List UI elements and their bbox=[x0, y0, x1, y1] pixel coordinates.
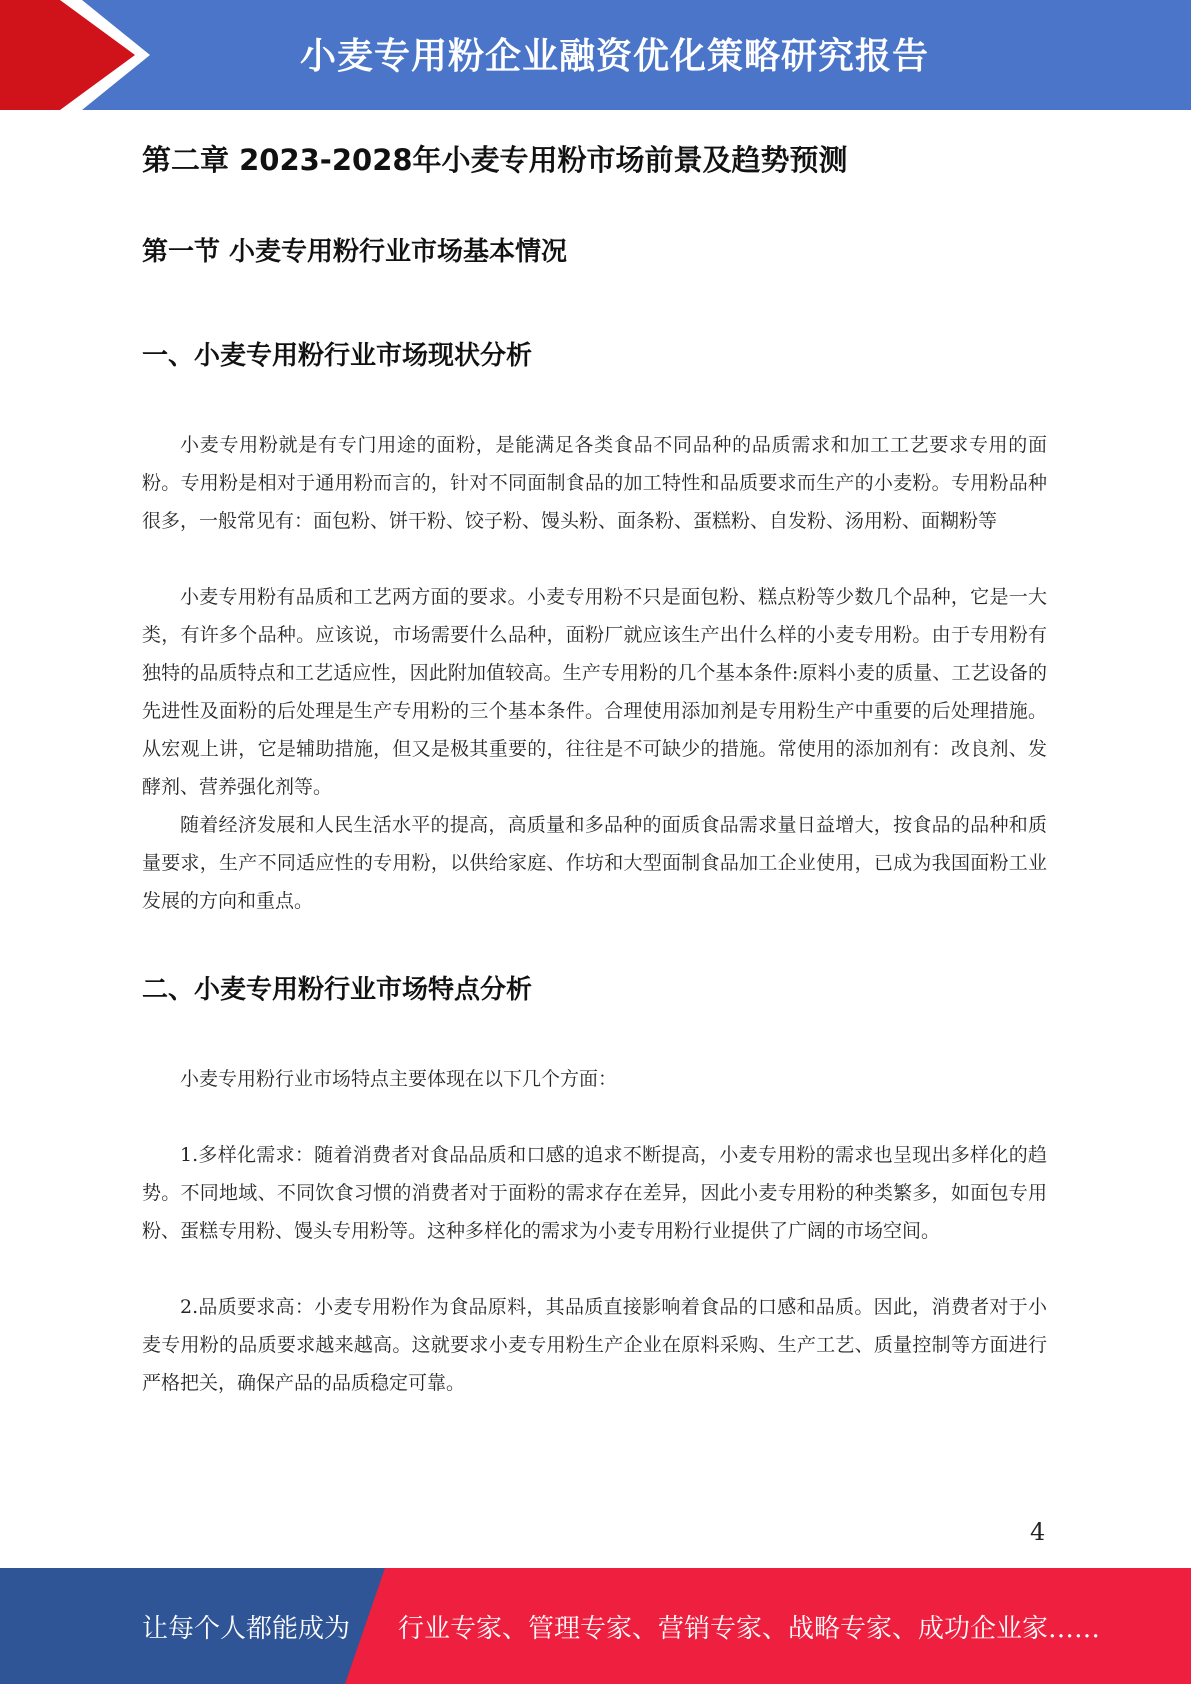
paragraph: 1.多样化需求：随着消费者对食品品质和口感的追求不断提高，小麦专用粉的需求也呈现出多样化的趋势。不同地域、不同饮食习惯的消费者对于面粉的需求存在差异，因此小麦专用粉的种类繁多，如面包专用粉、蛋糕专用粉、馒头专用粉等。这种多样化的需求为小麦专用粉行业提供了广阔的市场空间。 bbox=[142, 1144, 1047, 1242]
page-content bbox=[142, 130, 1047, 1402]
paragraph: 小麦专用粉就是有专门用途的面粉，是能满足各类食品不同品种的品质需求和加工工艺要求专用的面粉。专用粉是相对于通用粉而言的，针对不同面制食品的加工特性和品质要求而生产的小麦粉。专用粉品种很多，一般常见有：面包粉、饼干粉、饺子粉、馒头粉、面条粉、蛋糕粉、自发粉、汤用粉、面糊粉等 bbox=[142, 434, 1047, 532]
footer-slogan-left: 让每个人都能成为 bbox=[142, 1614, 351, 1644]
paragraph: 随着经济发展和人民生活水平的提高，高质量和多品种的面质食品需求量日益增大，按食品的品种和质量要求，生产不同适应性的专用粉，以供给家庭、作坊和大型面制食品加工企业使用，已成为我国面粉工业发展的方向和重点。 bbox=[142, 814, 1047, 912]
subsection-heading-2: 二、小麦专用粉行业市场特点分析 bbox=[142, 975, 533, 1005]
paragraph: 小麦专用粉行业市场特点主要体现在以下几个方面： bbox=[180, 1068, 618, 1090]
document-title: 小麦专用粉企业融资优化策略研究报告 bbox=[300, 36, 930, 77]
paragraph: 小麦专用粉有品质和工艺两方面的要求。小麦专用粉不只是面包粉、糕点粉等少数几个品种，它是一大类，有许多个品种。应该说，市场需要什么品种，面粉厂就应该生产出什么样的小麦专用粉。由于专用粉有独特的品质特点和工艺适应性，因此附加值较高。生产专用粉的几个基本条件:原料小麦的质量、工艺设备的先进性及面粉的后处理是生产专用粉的三个基本条件。合理使用添加剂是专用粉生产中重要的后处理措施。从宏观上讲，它是辅助措施，但又是极其重要的，往往是不可缺少的措施。常使用的添加剂有：改良剂、发酵剂、营养强化剂等。 bbox=[142, 586, 1047, 798]
footer-slogan-right: 行业专家、管理专家、营销专家、战略专家、成功企业家…… bbox=[398, 1614, 1101, 1644]
page-number: 4 bbox=[1030, 1518, 1046, 1546]
page-footer bbox=[0, 1568, 1191, 1684]
page-header bbox=[0, 0, 1191, 110]
paragraph: 2.品质要求高：小麦专用粉作为食品原料，其品质直接影响着食品的口感和品质。因此，消费者对于小麦专用粉的品质要求越来越高。这就要求小麦专用粉生产企业在原料采购、生产工艺、质量控制等方面进行严格把关，确保产品的品质稳定可靠。 bbox=[142, 1296, 1047, 1394]
section-heading: 第一节 小麦专用粉行业市场基本情况 bbox=[142, 237, 568, 267]
subsection-heading-1: 一、小麦专用粉行业市场现状分析 bbox=[142, 341, 533, 371]
chapter-heading: 第二章 2023-2028年小麦专用粉市场前景及趋势预测 bbox=[142, 143, 848, 177]
